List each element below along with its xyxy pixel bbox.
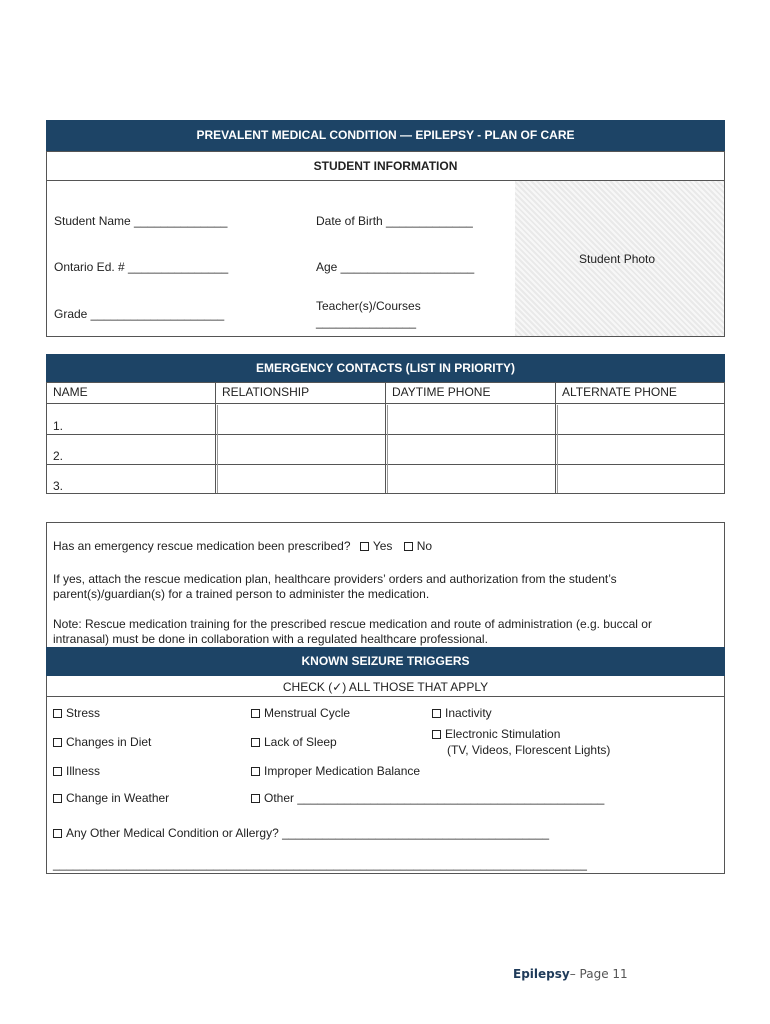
attach-plan-text: parent(s)/guardian(s) for a trained person to administer the medication. [53,587,430,601]
other-condition-field[interactable]: Any Other Medical Condition or Allergy? ________________________________________ [66,826,550,840]
column-header-relationship: RELATIONSHIP [222,385,310,399]
table-divider [46,403,725,404]
grade-field[interactable]: Grade ____________________ [54,307,225,321]
footer-page-number: – Page 11 [569,967,628,981]
inactivity-checkbox[interactable] [432,709,441,718]
emergency-contacts-title: EMERGENCY CONTACTS (LIST IN PRIORITY) [256,361,515,375]
page-footer [513,967,628,981]
other-field[interactable]: Other ______________________________________________ [264,791,605,805]
trigger-stress [53,706,100,720]
sleep-checkbox[interactable] [251,738,260,747]
improper-medication-checkbox[interactable] [251,767,260,776]
teacher-courses-label: Teacher(s)/Courses [316,299,421,313]
other-condition-row [53,826,549,840]
rescue-medication-question [53,539,432,553]
table-divider [555,382,556,494]
seizure-triggers-title: KNOWN SEIZURE TRIGGERS [301,654,470,668]
electronic-checkbox[interactable] [432,730,441,739]
electronic-label: Electronic Stimulation [445,727,561,741]
student-info-header [46,151,725,181]
table-divider [217,405,218,493]
check-all-instruction: CHECK (✓) ALL THOSE THAT APPLY [282,680,489,694]
sleep-label: Lack of Sleep [264,735,337,749]
ontario-ed-field[interactable]: Ontario Ed. # _______________ [54,260,229,274]
plan-title-bar [46,120,725,151]
diet-label: Changes in Diet [66,735,152,749]
trigger-electronic [432,727,560,741]
improper-medication-label: Improper Medication Balance [264,764,421,778]
yes-checkbox[interactable] [360,542,369,551]
age-field[interactable]: Age ____________________ [316,260,475,274]
stress-label: Stress [66,706,101,720]
student-name-field[interactable]: Student Name ______________ [54,214,228,228]
electronic-detail: (TV, Videos, Florescent Lights) [447,743,611,757]
table-divider [557,405,558,493]
training-note-text: intranasal) must be done in collaboration with a regulated healthcare professional. [53,632,488,646]
table-divider [387,405,388,493]
menstrual-checkbox[interactable] [251,709,260,718]
inactivity-label: Inactivity [445,706,492,720]
contact-row-number: 3. [53,479,64,493]
menstrual-label: Menstrual Cycle [264,706,351,720]
table-divider [46,464,725,465]
yes-label: Yes [372,539,393,553]
other-condition-checkbox[interactable] [53,829,62,838]
diet-checkbox[interactable] [53,738,62,747]
emergency-contacts-bar [46,354,725,383]
student-photo-label: Student Photo [579,252,656,266]
illness-checkbox[interactable] [53,767,62,776]
column-header-alternate-phone: ALTERNATE PHONE [562,385,677,399]
trigger-improper-medication [251,764,420,778]
weather-checkbox[interactable] [53,794,62,803]
table-divider [46,434,725,435]
column-header-daytime-phone: DAYTIME PHONE [392,385,491,399]
table-divider [385,382,386,494]
trigger-menstrual [251,706,350,720]
student-info-title: STUDENT INFORMATION [313,159,458,173]
trigger-sleep [251,735,337,749]
footer-section-name: Epilepsy [513,967,570,981]
training-note-text: Note: Rescue medication training for the prescribed rescue medication and route of administration (e.g. buccal or [53,617,652,631]
plan-title: PREVALENT MEDICAL CONDITION — EPILEPSY - PLAN OF CARE [196,128,575,142]
teacher-courses-field[interactable]: _______________ [316,315,417,329]
section-divider [46,696,725,697]
additional-notes-line[interactable]: ________________________________________________________________________________ [53,857,587,871]
other-checkbox[interactable] [251,794,260,803]
attach-plan-text: If yes, attach the rescue medication plan, healthcare providers’ orders and authorization from the student’s [53,572,617,586]
weather-label: Change in Weather [66,791,170,805]
trigger-weather [53,791,169,805]
rescue-medication-question-text: Has an emergency rescue medication been prescribed? [53,539,351,553]
trigger-illness [53,764,100,778]
column-header-name: NAME [53,385,88,399]
seizure-triggers-bar [46,647,725,676]
illness-label: Illness [66,764,101,778]
contact-row-number: 1. [53,419,64,433]
table-divider [215,382,216,494]
stress-checkbox[interactable] [53,709,62,718]
contact-row-number: 2. [53,449,64,463]
date-of-birth-field[interactable]: Date of Birth _____________ [316,214,473,228]
trigger-inactivity [432,706,492,720]
no-checkbox[interactable] [404,542,413,551]
trigger-diet [53,735,151,749]
no-label: No [416,539,433,553]
trigger-other [251,791,604,805]
